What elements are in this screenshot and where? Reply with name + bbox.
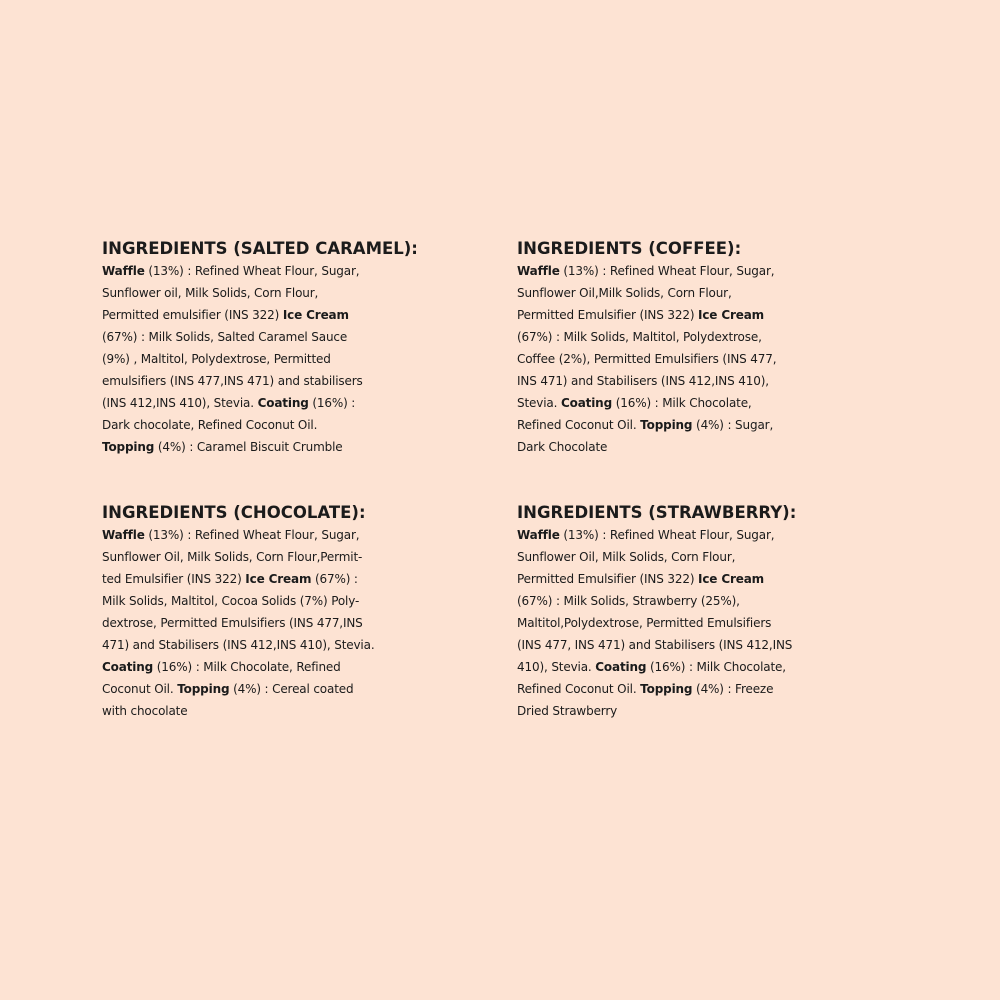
ingredient-term: Waffle [102, 528, 145, 542]
ingredient-line [517, 590, 917, 612]
ingredient-line [517, 326, 917, 348]
ingredient-line [517, 414, 917, 436]
ingredient-text: 410), Stevia. [517, 660, 596, 674]
ingredient-text: (13%) : Refined Wheat Flour, Sugar, [144, 528, 360, 542]
ingredient-line [517, 700, 917, 722]
ingredient-text: Coffee (2%), Permitted Emulsifiers (INS 477, [517, 352, 777, 366]
panel-heading: INGREDIENTS (STRAWBERRY): [517, 503, 797, 522]
ingredient-text: Permitted Emulsifier (INS 322) [517, 308, 699, 322]
ingredient-line [102, 590, 502, 612]
ingredient-text: (INS 412,INS 410), Stevia. [102, 396, 258, 410]
ingredient-text: Dried Strawberry [517, 704, 618, 718]
ingredient-line [102, 634, 502, 656]
ingredient-line [517, 656, 917, 678]
ingredient-text: (67%) : Milk Solids, Maltitol, Polydextrose, [517, 330, 762, 344]
ingredient-text: (4%) : Caramel Biscuit Crumble [154, 440, 343, 454]
ingredient-term: Topping [102, 440, 155, 454]
ingredient-text: Milk Solids, Maltitol, Cocoa Solids (7%) Poly- [102, 594, 360, 608]
ingredient-text: Sunflower oil, Milk Solids, Corn Flour, [102, 286, 319, 300]
ingredient-text: INS 471) and Stabilisers (INS 412,INS 410), [517, 374, 769, 388]
ingredient-line [517, 348, 917, 370]
ingredient-line [102, 700, 502, 722]
ingredient-line [102, 282, 502, 304]
ingredient-term: Ice Cream [698, 308, 765, 322]
ingredient-text: (INS 477, INS 471) and Stabilisers (INS 412,INS [517, 638, 793, 652]
ingredient-text: emulsifiers (INS 477,INS 471) and stabilisers [102, 374, 363, 388]
ingredient-text: (16%) : Milk Chocolate, [646, 660, 786, 674]
ingredient-text: (67%) : Milk Solids, Strawberry (25%), [517, 594, 740, 608]
ingredient-line [102, 656, 502, 678]
ingredient-line [517, 524, 917, 546]
ingredient-text: (4%) : Freeze [692, 682, 774, 696]
ingredient-term: Ice Cream [245, 572, 312, 586]
ingredient-line [102, 568, 502, 590]
ingredient-text: Sunflower Oil, Milk Solids, Corn Flour, [517, 550, 736, 564]
ingredient-line [517, 304, 917, 326]
ingredient-line [102, 546, 502, 568]
ingredient-line [517, 392, 917, 414]
ingredient-line [102, 348, 502, 370]
ingredient-text: Sunflower Oil, Milk Solids, Corn Flour,Permit- [102, 550, 363, 564]
ingredient-text: Dark chocolate, Refined Coconut Oil. [102, 418, 318, 432]
ingredient-line [102, 414, 502, 436]
ingredient-text: (16%) : [308, 396, 356, 410]
ingredient-text: Permitted Emulsifier (INS 322) [517, 572, 699, 586]
ingredient-term: Topping [640, 418, 693, 432]
panel-body [517, 524, 917, 722]
panel-body [102, 260, 502, 458]
panel-coffee [517, 238, 917, 458]
ingredient-line [517, 568, 917, 590]
ingredient-text: with chocolate [102, 704, 188, 718]
ingredient-line [517, 546, 917, 568]
ingredient-line [517, 634, 917, 656]
ingredient-text: Refined Coconut Oil. [517, 418, 641, 432]
ingredient-text: Dark Chocolate [517, 440, 608, 454]
panel-chocolate [102, 502, 502, 722]
ingredient-term: Coating [102, 660, 154, 674]
ingredient-text: (4%) : Cereal coated [229, 682, 354, 696]
ingredient-term: Coating [257, 396, 309, 410]
ingredient-line [102, 326, 502, 348]
panel-strawberry [517, 502, 917, 722]
ingredient-line [102, 392, 502, 414]
ingredient-term: Waffle [517, 264, 560, 278]
ingredient-term: Topping [177, 682, 230, 696]
ingredient-text: 471) and Stabilisers (INS 412,INS 410), Stevia. [102, 638, 375, 652]
ingredient-text: (13%) : Refined Wheat Flour, Sugar, [559, 528, 775, 542]
ingredient-line [517, 370, 917, 392]
panel-salted-caramel [102, 238, 502, 458]
ingredient-text: Permitted emulsifier (INS 322) [102, 308, 283, 322]
ingredient-line [102, 612, 502, 634]
ingredient-line [517, 678, 917, 700]
ingredient-text: (16%) : Milk Chocolate, Refined [153, 660, 341, 674]
ingredient-line [102, 260, 502, 282]
panel-body [102, 524, 502, 722]
ingredient-term: Ice Cream [698, 572, 765, 586]
ingredient-line [517, 436, 917, 458]
panel-heading: INGREDIENTS (SALTED CARAMEL): [102, 239, 418, 258]
ingredient-text: Sunflower Oil,Milk Solids, Corn Flour, [517, 286, 732, 300]
ingredient-text: (16%) : Milk Chocolate, [612, 396, 752, 410]
ingredient-term: Topping [640, 682, 693, 696]
ingredient-term: Ice Cream [282, 308, 349, 322]
ingredient-text: (13%) : Refined Wheat Flour, Sugar, [559, 264, 775, 278]
ingredient-text: (67%) : [311, 572, 358, 586]
ingredient-text: (9%) , Maltitol, Polydextrose, Permitted [102, 352, 331, 366]
ingredient-text: Maltitol,Polydextrose, Permitted Emulsifiers [517, 616, 772, 630]
ingredient-term: Waffle [517, 528, 560, 542]
panel-body [517, 260, 917, 458]
ingredient-line [102, 436, 502, 458]
panel-heading: INGREDIENTS (COFFEE): [517, 239, 742, 258]
panel-heading: INGREDIENTS (CHOCOLATE): [102, 503, 366, 522]
ingredient-text: Coconut Oil. [102, 682, 178, 696]
ingredient-text: ted Emulsifier (INS 322) [102, 572, 246, 586]
ingredient-line [102, 524, 502, 546]
ingredient-text: Refined Coconut Oil. [517, 682, 641, 696]
ingredient-term: Waffle [102, 264, 145, 278]
ingredient-line [102, 370, 502, 392]
ingredient-term: Coating [595, 660, 647, 674]
ingredient-text: Stevia. [517, 396, 561, 410]
ingredient-term: Coating [560, 396, 613, 410]
ingredient-text: (13%) : Refined Wheat Flour, Sugar, [144, 264, 360, 278]
ingredient-text: dextrose, Permitted Emulsifiers (INS 477,INS [102, 616, 363, 630]
ingredient-line [102, 678, 502, 700]
ingredient-line [102, 304, 502, 326]
ingredient-text: (67%) : Milk Solids, Salted Caramel Sauce [102, 330, 348, 344]
ingredient-text: (4%) : Sugar, [692, 418, 774, 432]
ingredient-line [517, 260, 917, 282]
ingredient-line [517, 612, 917, 634]
ingredient-line [517, 282, 917, 304]
